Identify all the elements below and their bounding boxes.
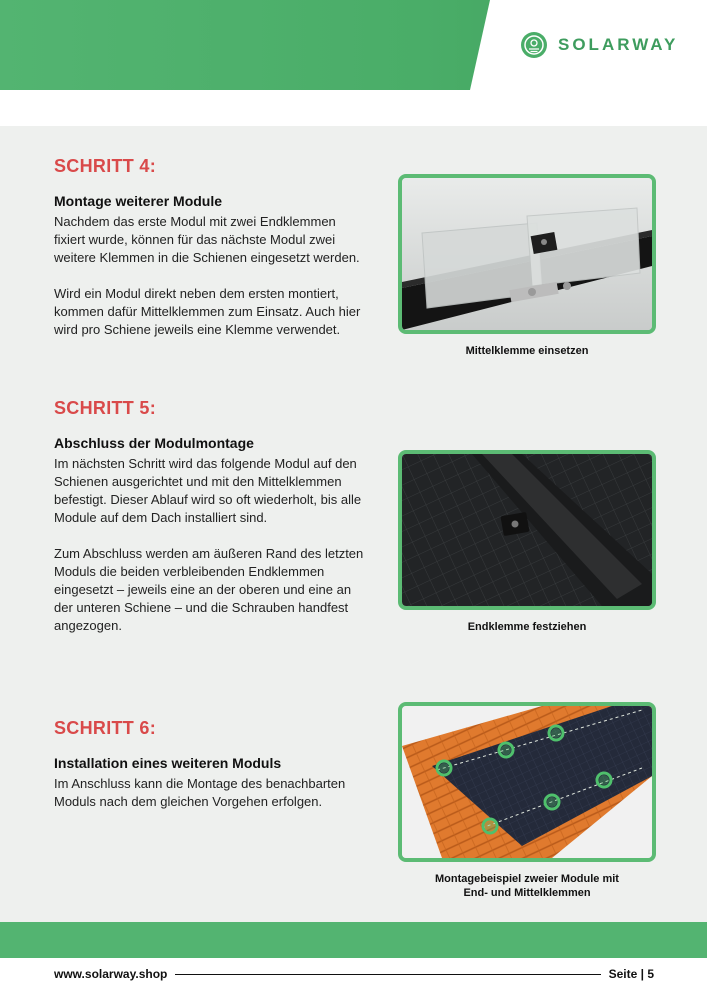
step-subheading: Montage weiterer Module [54, 193, 223, 209]
step-4-section [54, 156, 364, 357]
step-heading: SCHRITT 6: [54, 718, 156, 738]
step-paragraph: Im Anschluss kann die Montage des benachbarten Moduls nach dem gleichen Vorgehen erfolgen. [54, 776, 346, 809]
step-paragraph: Zum Abschluss werden am äußeren Rand des letzten Moduls die beiden verbleibenden Endklemmen eingesetzt – jeweils eine an der oberen und eine an der unteren Schiene – und die Schrauben handfest angezogen. [54, 546, 364, 633]
footer [54, 966, 654, 982]
step-heading: SCHRITT 4: [54, 156, 156, 176]
footer-divider [175, 974, 600, 975]
footer-band [0, 922, 707, 958]
step-heading: SCHRITT 5: [54, 398, 156, 418]
caption-line: End- und Mittelklemmen [463, 887, 591, 899]
end-clamp-photo [402, 454, 652, 606]
mid-clamp-photo [402, 178, 652, 330]
figure-caption: Mittelklemme einsetzen [465, 345, 589, 357]
step-subheading: Abschluss der Modulmontage [54, 435, 254, 451]
image-frame [398, 174, 656, 334]
figure-caption: Endklemme festziehen [467, 621, 587, 633]
page-number: Seite | 5 [608, 967, 654, 981]
step-6-figure [398, 702, 656, 900]
step-4-figure [398, 174, 656, 358]
step-subheading: Installation eines weiteren Moduls [54, 755, 282, 771]
roof-modules-photo [402, 706, 652, 858]
image-frame [398, 450, 656, 610]
step-5-section [54, 398, 364, 653]
brand-name: SOLARWAY [558, 35, 679, 54]
step-paragraph: Nachdem das erste Modul mit zwei Endklemmen fixiert wurde, können für das nächste Modul zwei weitere Klemmen in die Schienen eingesetzt werden. [54, 214, 360, 265]
image-frame [398, 702, 656, 862]
step-6-section [54, 718, 364, 829]
sun-logo-icon [520, 31, 548, 59]
figure-caption [398, 872, 656, 900]
caption-line: Montagebeispiel zweier Module mit [435, 873, 619, 885]
step-paragraph: Im nächsten Schritt wird das folgende Modul auf den Schienen ausgerichtet und mit den Mittelklemmen befestigt. Dieser Ablauf wird so oft wiederholt, bis alle Module auf dem Dach installiert sind. [54, 456, 362, 525]
step-5-figure [398, 450, 656, 634]
brand-logo[interactable] [520, 30, 678, 60]
footer-url-link[interactable]: www.solarway.shop [54, 967, 168, 981]
step-paragraph: Wird ein Modul direkt neben dem ersten montiert, kommen dafür Mittelklemmen zum Einsatz. Auch hier wird pro Schiene jeweils eine Klemme verwendet. [54, 286, 361, 337]
